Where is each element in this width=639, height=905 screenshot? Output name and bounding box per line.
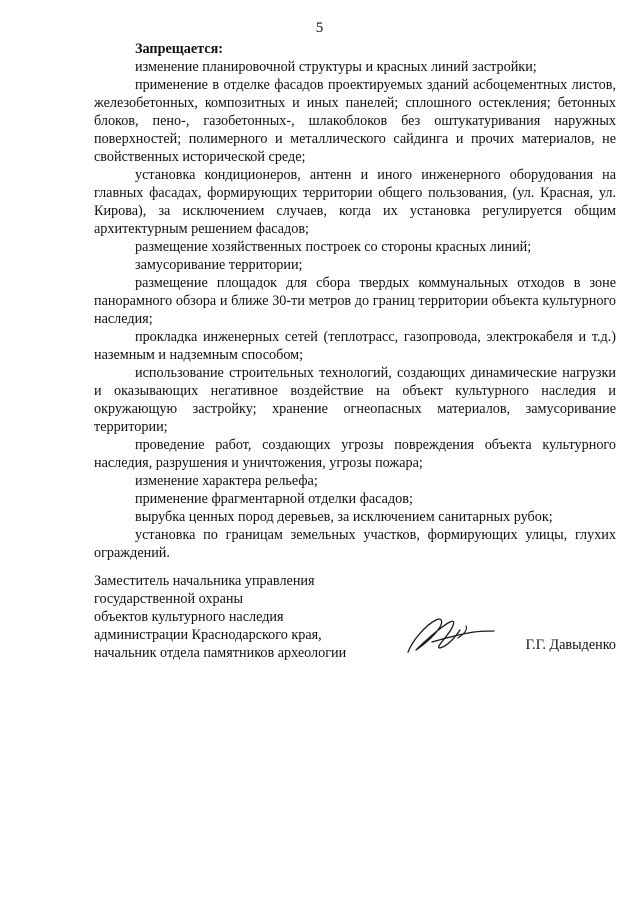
prohibition-item: изменение характера рельефа; xyxy=(135,473,318,489)
prohibition-item: прокладка инженерных сетей (теплотрасс, газопровода, электрокабеля и т.д.) наземным и надземным способом; xyxy=(94,329,616,363)
prohibition-item: вырубка ценных пород деревьев, за исключением санитарных рубок; xyxy=(135,509,553,525)
prohibition-item: установка по границам земельных участков, формирующих улицы, глухих ограждений. xyxy=(94,527,616,561)
prohibition-item: замусоривание территории; xyxy=(135,257,303,273)
signer-title-line: объектов культурного наследия xyxy=(94,609,284,625)
prohibition-item: применение фрагментарной отделки фасадов; xyxy=(135,491,413,507)
page-number: 5 xyxy=(315,20,324,36)
document-body xyxy=(94,40,616,562)
section-heading: Запрещается: xyxy=(135,41,223,57)
signer-title-line: Заместитель начальника управления xyxy=(94,573,315,589)
signer-title-line: государственной охраны xyxy=(94,591,244,607)
prohibition-item: использование строительных технологий, создающих динамические нагрузки и оказывающих негативное воздействие на объект культурного наследия и окружающую застройку; хранение огнеопасных материалов, замусоривание территории; xyxy=(94,365,616,435)
handwritten-signature xyxy=(402,612,512,658)
signer-title-line: начальник отдела памятников археологии xyxy=(94,645,347,661)
prohibition-item: применение в отделке фасадов проектируемых зданий асбоцементных листов, железобетонных, композитных и иных панелей; сплошного остекления; бетонных блоков, пено-, газобетонных-, шлакоблоков без оштукатуривания наружных поверхностей; полимерного и металлического сайдинга и прочих материалов, не свойственных исторической среде; xyxy=(94,77,616,165)
prohibition-item: проведение работ, создающих угрозы повреждения объекта культурного наследия, разрушения и уничтожения, угрозы пожара; xyxy=(94,437,616,471)
prohibition-item: установка кондиционеров, антенн и иного инженерного оборудования на главных фасадах, формирующих территории общего пользования, (ул. Красная, ул. Кирова), за исключением случаев, когда их установка регулируется общим архитектурным решением фасадов; xyxy=(94,167,616,237)
signer-title-line: администрации Краснодарского края, xyxy=(94,627,322,643)
signer-position xyxy=(94,572,394,662)
prohibition-item: размещение хозяйственных построек со стороны красных линий; xyxy=(135,239,532,255)
prohibition-item: размещение площадок для сбора твердых коммунальных отходов в зоне панорамного обзора и ближе 30-ти метров до границ территории объекта культурного наследия; xyxy=(94,275,616,327)
signer-name: Г.Г. Давыденко xyxy=(525,637,616,653)
signature-block xyxy=(94,572,616,662)
prohibition-item: изменение планировочной структуры и красных линий застройки; xyxy=(135,59,537,75)
